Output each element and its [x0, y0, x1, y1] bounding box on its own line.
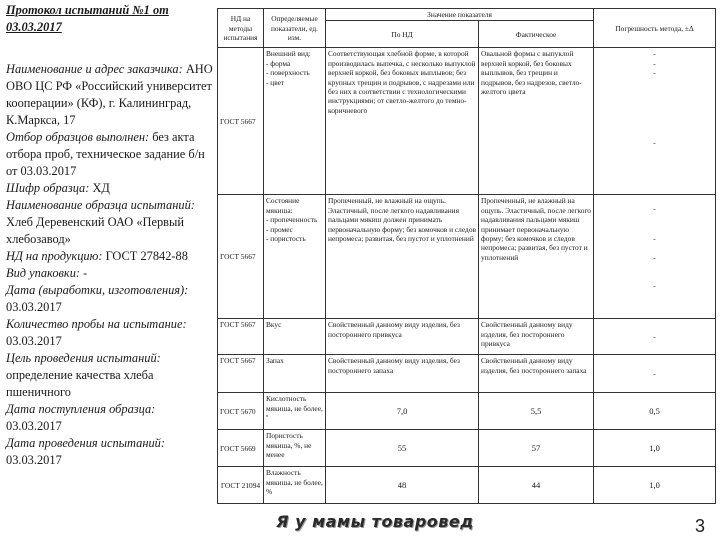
protocol-title: Протокол испытаний №1 от 03.03.2017	[6, 3, 169, 34]
sample-code-value: ХД	[92, 181, 110, 195]
row2-param-1: Состояние мякиша:	[266, 196, 300, 215]
row7-method: ГОСТ 21094	[218, 467, 264, 504]
row3-method: ГОСТ 5667	[218, 319, 264, 355]
row1-error-3: -	[653, 68, 656, 78]
row1-param-3: - поверхность	[266, 68, 310, 78]
table-row	[218, 195, 716, 319]
row2-parameters	[264, 195, 326, 319]
row5-actual-value: 5,5	[479, 393, 594, 430]
sample-code-field	[6, 180, 214, 197]
row1-param-4: - цвет	[266, 77, 285, 87]
receipt-date-value: 03.03.2017	[6, 419, 62, 433]
test-results-table	[217, 8, 716, 504]
quantity-label: Количество пробы на испытание:	[6, 317, 187, 331]
table-row	[218, 430, 716, 467]
row5-error: 0,5	[594, 393, 716, 430]
row4-method: ГОСТ 5667	[218, 355, 264, 393]
sampling-value: без акта отбора проб, техническое задание б/н от 03.03.2017	[6, 130, 205, 178]
customer-label: Наименование и адрес заказчика:	[6, 62, 183, 76]
production-date-label: Дата (выработки, изготовления):	[6, 283, 189, 297]
package-value: -	[83, 266, 88, 280]
header-parameters: Определяемые показатели, ед. изм.	[264, 9, 326, 48]
row4-actual-value: Свойственный данному виду изделия, без постороннего запаха	[479, 355, 594, 393]
header-method: НД на методы испытания	[218, 9, 264, 48]
row2-error-2: -	[653, 233, 656, 243]
row2-param-3: - промес	[266, 224, 293, 234]
page-number: 3	[695, 516, 706, 536]
customer-value: АНО ОВО ЦС РФ «Российский университет кооперации» (КФ), г. Калининград, К.Маркса, 17	[6, 62, 213, 127]
row7-nd-value: 48	[326, 467, 479, 504]
row7-parameter: Влажность мякиша, не более, %	[264, 467, 326, 504]
protocol-info-panel	[6, 2, 214, 469]
row2-errors	[594, 195, 716, 319]
row3-parameter: Вкус	[264, 319, 326, 355]
product-nd-label: НД на продукцию:	[6, 249, 103, 263]
table-row	[218, 319, 716, 355]
purpose-label: Цель проведения испытаний:	[6, 351, 161, 365]
row2-nd-value: Пропеченный, не влажный на ощупь. Эластичный, после легкого надавливания пальцами мякиш должен принимать первоначальную форму; без комочков и следов непромеса; развитая, без пустот и уплотнений	[326, 195, 479, 319]
watermark-caption: Я у мамы товаровед	[276, 512, 474, 531]
package-field	[6, 265, 214, 282]
row3-actual-value: Свойственный данному виду изделия, без постороннего привкуса	[479, 319, 594, 355]
row7-error: 1,0	[594, 467, 716, 504]
row7-actual-value: 44	[479, 467, 594, 504]
production-date-value: 03.03.2017	[6, 300, 62, 314]
sample-name-label: Наименование образца испытаний:	[6, 198, 195, 212]
table-row	[218, 355, 716, 393]
table-row	[218, 393, 716, 430]
row6-nd-value: 55	[326, 430, 479, 467]
row4-error: -	[594, 355, 716, 393]
row2-error-4: -	[653, 280, 656, 290]
customer-field	[6, 61, 214, 129]
table-row	[218, 467, 716, 504]
quantity-field	[6, 316, 214, 350]
receipt-date-label: Дата поступления образца:	[6, 402, 156, 416]
row4-parameter: Запах	[264, 355, 326, 393]
sample-code-label: Шифр образца:	[6, 181, 90, 195]
purpose-value: определение качества хлеба пшеничного	[6, 368, 154, 399]
table-row	[218, 48, 716, 195]
sample-name-field	[6, 197, 214, 248]
test-date-field	[6, 435, 214, 469]
row1-error-2: -	[653, 58, 656, 68]
sampling-field	[6, 129, 214, 180]
row1-param-2: - форма	[266, 58, 291, 68]
header-by-nd: По НД	[326, 21, 479, 48]
row6-parameter: Пористость мякиша, %, не менее	[264, 430, 326, 467]
row5-nd-value: 7,0	[326, 393, 479, 430]
row1-errors	[594, 48, 716, 195]
header-actual: Фактическое	[479, 21, 594, 48]
row4-nd-value: Свойственный данному виду изделия, без постороннего запаха	[326, 355, 479, 393]
table-header-row	[218, 9, 716, 21]
sampling-label: Отбор образцов выполнен:	[6, 130, 150, 144]
row6-method: ГОСТ 5669	[218, 430, 264, 467]
row1-error-4: -	[653, 137, 656, 147]
row2-param-2: - пропеченность	[266, 215, 318, 225]
sample-name-value: Хлеб Деревенский ОАО «Первый хлебозавод»	[6, 215, 184, 246]
row2-method: ГОСТ 5667	[218, 195, 264, 319]
row3-error: -	[594, 319, 716, 355]
purpose-field	[6, 350, 214, 401]
row2-actual-value: Пропеченный, не влажный на ощупь. Эластичный, после легкого надавливания пальцами мякиш принимает первоначальную форму; без комочков и следов непромеса; развитая, без пустот и уплотнений	[479, 195, 594, 319]
test-date-value: 03.03.2017	[6, 453, 62, 467]
row5-parameter: Кислотность мякиша, не более, º	[264, 393, 326, 430]
row1-error-1: -	[653, 49, 656, 59]
row1-parameters	[264, 48, 326, 195]
quantity-value: 03.03.2017	[6, 334, 62, 348]
row2-error-1: -	[653, 204, 656, 214]
row1-nd-value: Соответствующая хлебной форме, в которой производилась выпечка, с несколько выпуклой верхней коркой, без боковых выплывов; без крупных трещин и подрывов, с надрезами или без них в соответствии с технологическими инструкциями; от светло-желтого до темно-коричневого	[326, 48, 479, 195]
row5-method: ГОСТ 5670	[218, 393, 264, 430]
row6-error: 1,0	[594, 430, 716, 467]
row6-actual-value: 57	[479, 430, 594, 467]
header-error: Погрешность метода, ±Δ	[594, 9, 716, 48]
header-values: Значение показателя	[326, 9, 594, 21]
test-date-label: Дата проведения испытаний:	[6, 436, 165, 450]
row2-error-3: -	[653, 253, 656, 263]
row1-param-1: Внешний вид:	[266, 49, 311, 59]
product-nd-field	[6, 248, 214, 265]
row3-nd-value: Свойственный данному виду изделия, без постороннего привкуса	[326, 319, 479, 355]
row1-method: ГОСТ 5667	[218, 48, 264, 195]
production-date-field	[6, 282, 214, 316]
row1-actual-value: Овальной формы с выпуклой верхней коркой, без боковых выплывов, без трещин и подрывов, без надрезов, светло-желтого цвета	[479, 48, 594, 195]
receipt-date-field	[6, 401, 214, 435]
product-nd-value: ГОСТ 27842-88	[105, 249, 188, 263]
package-label: Вид упаковки:	[6, 266, 81, 280]
row2-param-4: - пористость	[266, 234, 306, 244]
